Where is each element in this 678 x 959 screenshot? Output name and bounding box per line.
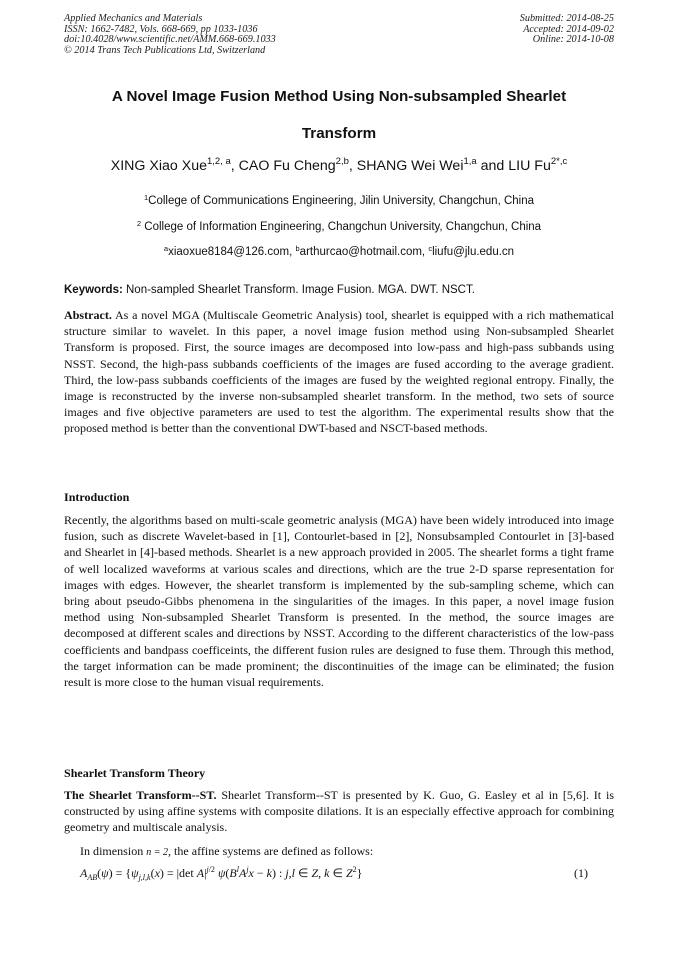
paper-title-line-2: Transform xyxy=(301,125,377,142)
introduction-paragraph: Recently, the algorithms based on multi-scale geometric analysis (MGA) have been widely introduced into image fusion, such as discrete Wavelet-based in [1], Contourlet-based in [2], Nonsubsampled Contourlet in [3]-based and Shearlet in [4]-based methods. Shearlet is a new approach provided in 2005. The shearlet forms a tight frame of well localized waveforms at various scales and directions, which are the true 2-D sparse representation for images with edges. However, the shearlet transform is implemented by the sub-sampling scheme, which can bring about pseudo-Gibbs phenomena in the singularities of the images. In this paper, a novel image fusion method using Non-subsampled Shearlet Transform is presented. In the method, the source images are decomposed at different scales and directions by NSST. According to the different characteristics of the low-pass coefficients and bandpass coefficeints, the different fusion rules are designed to fuse them. Through this method, the target information can be made prominent; the discontinuities of the image can be eliminated; the fusion result is more close to the human visual requirements. xyxy=(64,513,614,690)
equation-1: $A_{AB}(\psi) = \{\psi_{j,l,k}(x) = |\det$ $A|^{j/2}$ $\psi(B^lA^jx - k)$ : j,l ∈ Z, k ∈ $Z^2$} xyxy=(80,865,363,882)
abstract-label: Abstract. xyxy=(64,308,112,322)
author-separator: , xyxy=(348,158,357,174)
keywords-text: Non-sampled Shearlet Transform. Image Fusion. MGA. DWT. NSCT. xyxy=(122,284,475,296)
dimension-prefix: In dimension xyxy=(80,844,147,858)
email-marker: c xyxy=(428,244,433,253)
author-affiliation-marker: 2,b xyxy=(335,156,349,167)
abstract-text: As a novel MGA (Multiscale Geometric Analysis) tool, shearlet is equipped with a rich mathematical structure similar to wavelet. In this paper, a novel image fusion method using Non-subsampled Shearlet Transform is proposed. First, the source images are decomposed into low-pass and high-pass subbands using NSST. Second, the high-pass subbands coefficients of the images are fused according to the average gradient. Third, the low-pass subbands coefficients of the images are fused by the weighted regional entropy. Finally, the image is reconstructed by the inverse non-subsampled shearlet transform. In the method, two sets of source images and five objective parameters are used to test the algorithm. The experimental results show that the proposed method is better than the conventional DWT-based and NSCT-based methods. xyxy=(64,308,614,436)
author-name: XING Xiao Xue xyxy=(110,158,207,174)
journal-name: Applied Mechanics and Materials xyxy=(64,13,203,24)
accepted-date: Accepted: 2014-09-02 xyxy=(523,23,614,35)
author-separator: and xyxy=(476,158,509,174)
section-heading-introduction: Introduction xyxy=(64,490,130,504)
submitted-date: Submitted: 2014-08-25 xyxy=(519,13,614,24)
subsection-label: The Shearlet Transform--ST. xyxy=(64,788,217,802)
affiliation-2 xyxy=(40,221,638,233)
email-c[interactable]: liufu@jlu.edu.cn xyxy=(432,246,515,258)
author-name: LIU Fu xyxy=(508,158,551,174)
affiliation-marker: 2 xyxy=(136,219,142,228)
author-separator: , xyxy=(230,158,239,174)
author-affiliation-marker: 1,2, a xyxy=(207,156,231,167)
dimension-sentence xyxy=(80,844,373,859)
journal-issn: ISSN: 1662-7482, Vols. 668-669, pp 1033-1036 xyxy=(64,23,258,35)
online-date: Online: 2014-10-08 xyxy=(532,34,614,46)
author-name: SHANG Wei Wei xyxy=(356,158,464,174)
keywords-label: Keywords: xyxy=(64,284,123,296)
author-name: CAO Fu Cheng xyxy=(238,158,336,174)
paper-title-line-1: A Novel Image Fusion Method Using Non-subsampled Shearlet xyxy=(111,88,567,105)
affiliation-marker: 1 xyxy=(143,193,149,202)
affiliation-1 xyxy=(40,195,638,207)
affiliation-text: College of Communications Engineering, Jilin University, Changchun, China xyxy=(148,195,535,207)
journal-doi: doi:10.4028/www.scientific.net/AMM.668-669.1033 xyxy=(64,34,276,46)
author-affiliation-marker: 2*,c xyxy=(550,156,568,167)
email-marker: b xyxy=(295,244,300,253)
author-emails xyxy=(40,246,638,258)
affiliation-text: College of Information Engineering, Changchun University, Changchun, China xyxy=(144,221,542,233)
abstract xyxy=(64,307,614,437)
submission-dates xyxy=(520,14,614,46)
email-b[interactable]: arthurcao@hotmail.com, xyxy=(299,246,429,258)
keywords xyxy=(64,284,624,296)
section-heading-shearlet-theory: Shearlet Transform Theory xyxy=(64,766,206,780)
dimension-suffix: , the affine systems are defined as follows: xyxy=(168,844,374,858)
email-a[interactable]: xiaoxue8184@126.com, xyxy=(168,246,296,258)
author-list xyxy=(40,158,638,174)
shearlet-paragraph xyxy=(64,787,614,836)
journal-info xyxy=(64,14,276,56)
journal-copyright: © 2014 Trans Tech Publications Ltd, Switzerland xyxy=(64,44,266,56)
equation-number: (1) xyxy=(574,866,588,880)
dimension-math: n = 2 xyxy=(146,847,169,858)
author-affiliation-marker: 1,a xyxy=(463,156,477,167)
shearlet-text: Shearlet Transform--ST is presented by K. Guo, G. Easley et al in [5,6]. It is constructed by using affine systems with composite dilations. It is an especially effective approach for combining geometry and multiscale analysis. xyxy=(64,788,615,835)
email-marker: a xyxy=(163,244,169,253)
